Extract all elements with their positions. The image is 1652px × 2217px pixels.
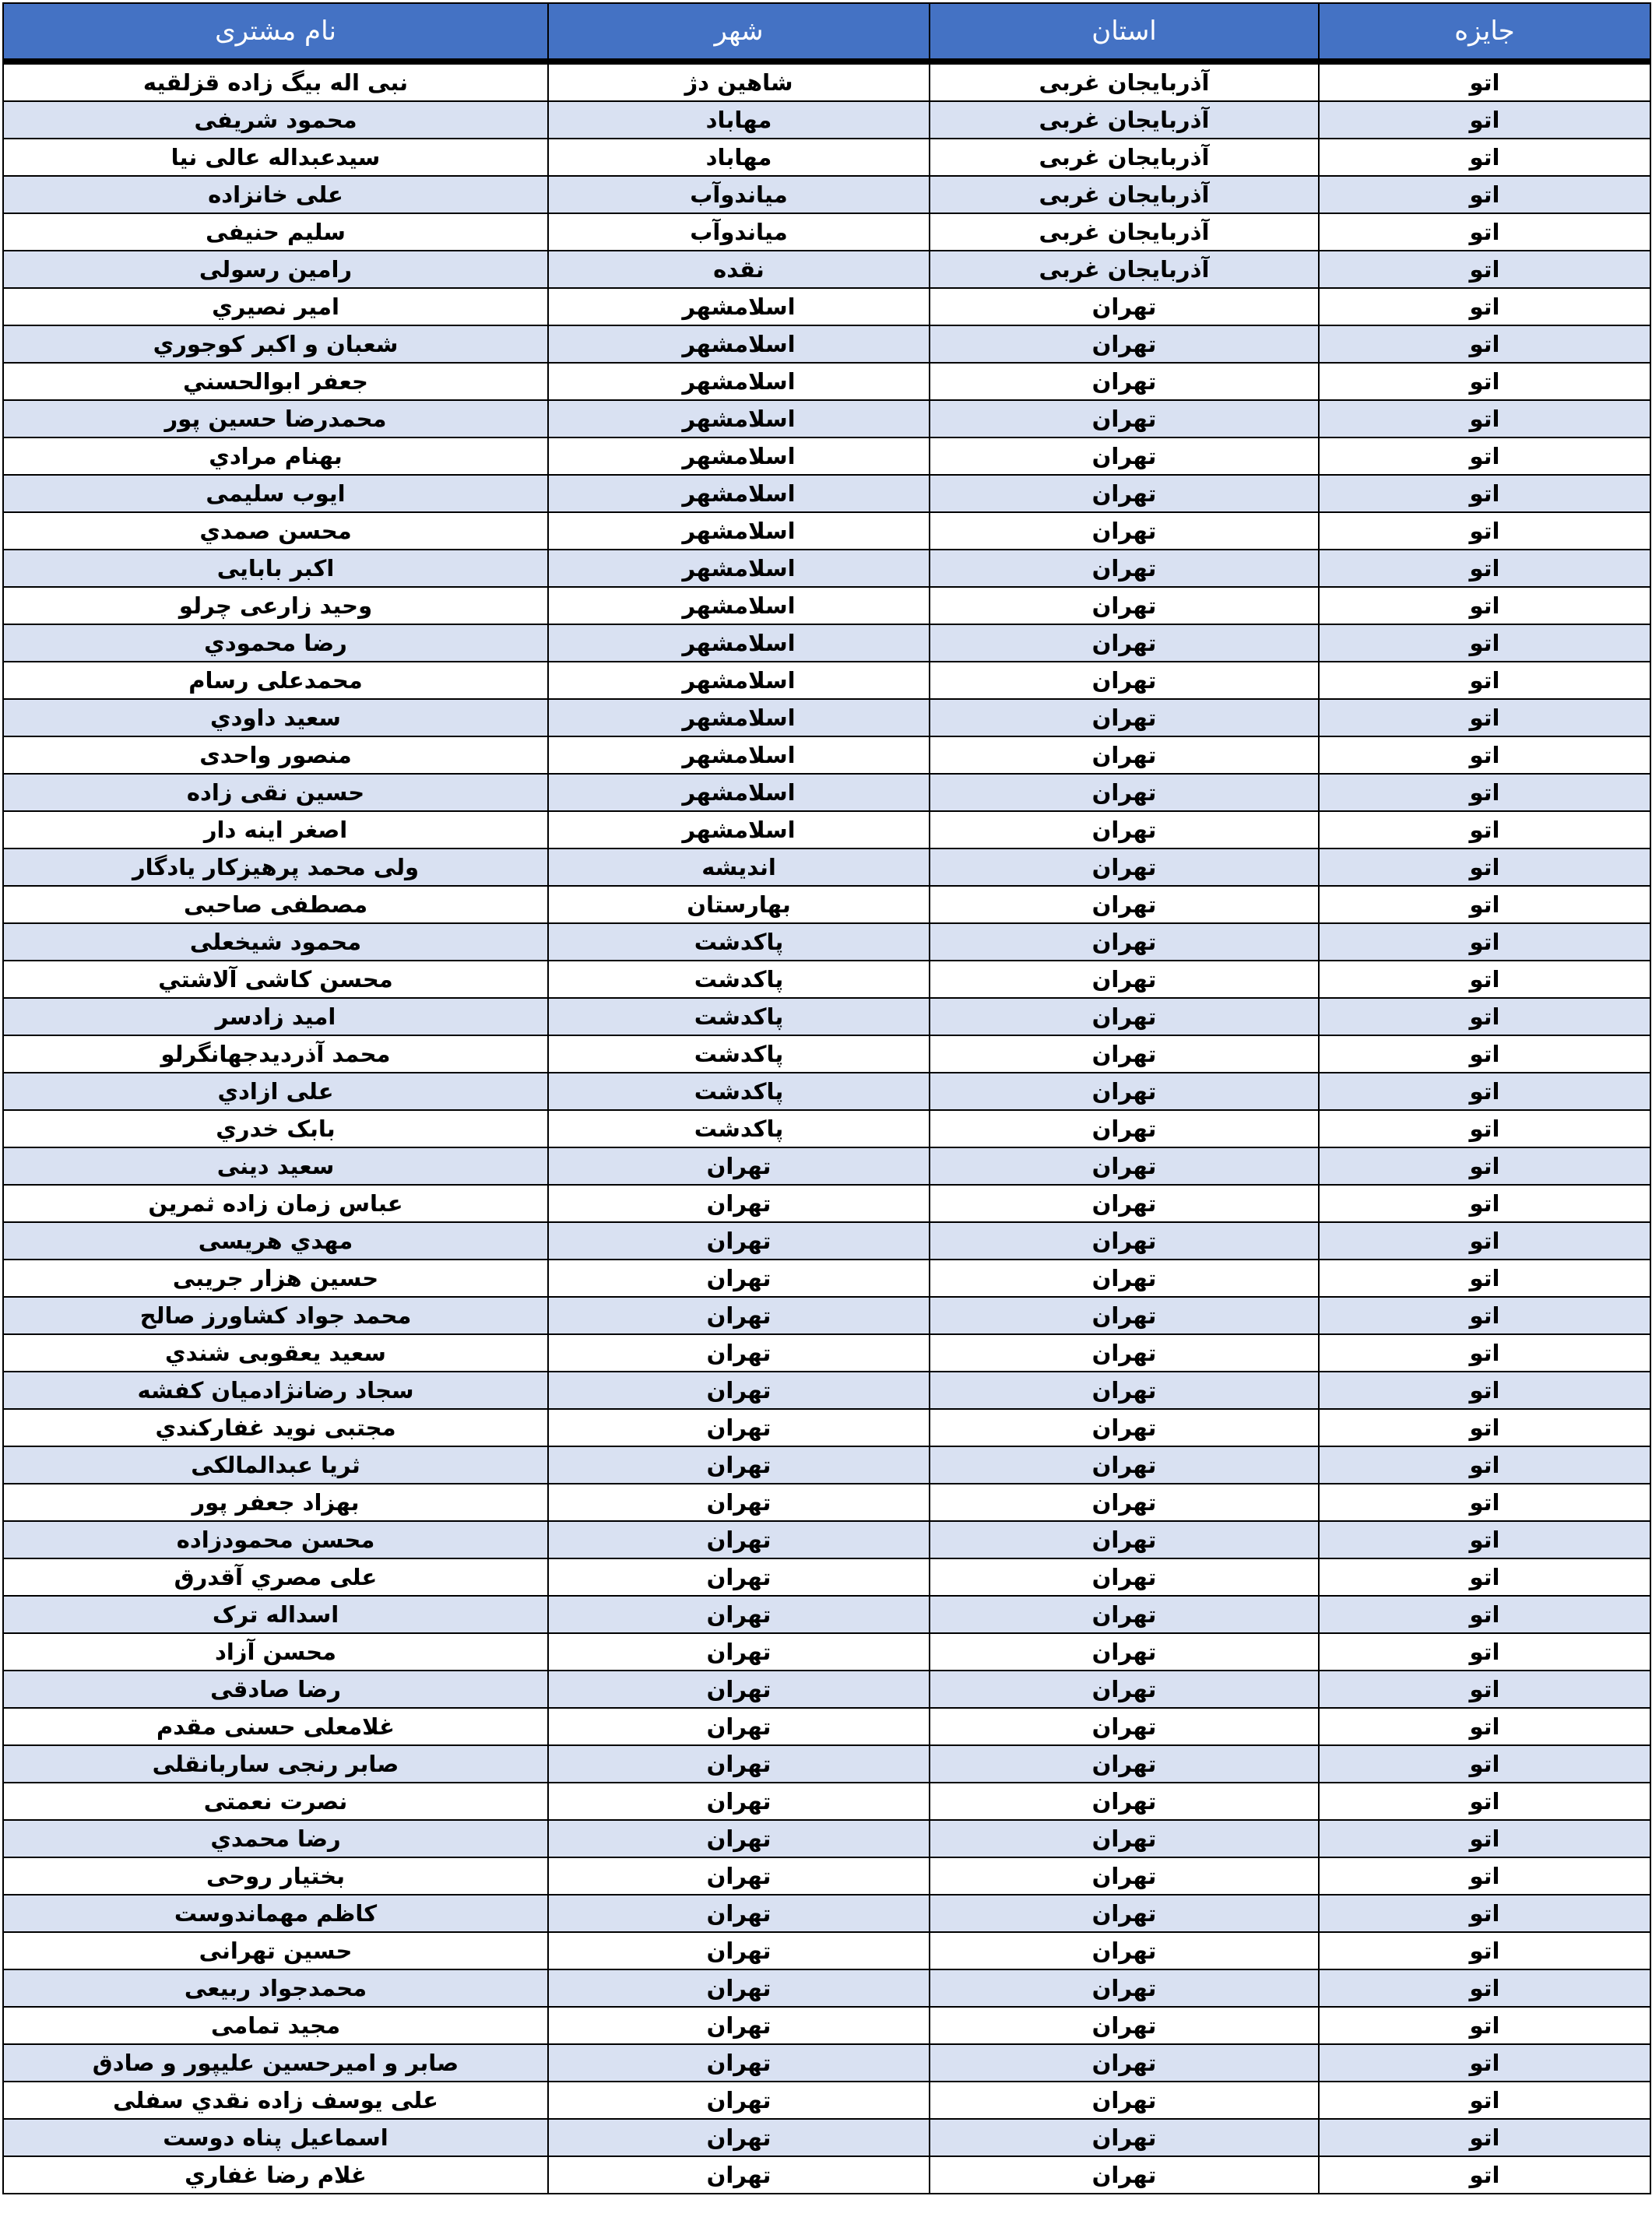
cell-city: تهران [548,1708,930,1745]
cell-city: تهران [548,2082,930,2119]
table-row [3,774,1650,811]
cell-prize: اتو [1319,1147,1650,1185]
table-row [3,1147,1650,1185]
cell-prize: اتو [1319,774,1650,811]
cell-city: پاکدشت [548,961,930,998]
cell-city: مهاباد [548,101,930,139]
table-row [3,1521,1650,1558]
cell-customer-name: امیر نصیري [3,288,548,325]
table-row [3,400,1650,437]
cell-province: تهران [930,886,1319,923]
cell-customer-name: محمود شیخعلی [3,923,548,961]
cell-province: تهران [930,1185,1319,1222]
cell-customer-name: بختیار روحی [3,1857,548,1895]
table-row [3,1260,1650,1297]
cell-province: تهران [930,1745,1319,1783]
table-row [3,886,1650,923]
cell-customer-name: غلامعلی حسنی مقدم [3,1708,548,1745]
table-row [3,849,1650,886]
cell-prize: اتو [1319,475,1650,512]
table-row [3,363,1650,400]
cell-city: تهران [548,1446,930,1484]
cell-prize: اتو [1319,961,1650,998]
cell-city: اسلامشهر [548,288,930,325]
cell-province: تهران [930,550,1319,587]
cell-prize: اتو [1319,1222,1650,1260]
table-row [3,176,1650,213]
cell-prize: اتو [1319,1633,1650,1671]
cell-city: تهران [548,1558,930,1596]
cell-province: تهران [930,400,1319,437]
table-row [3,1222,1650,1260]
table-row [3,213,1650,251]
table-row [3,1932,1650,1969]
cell-province: تهران [930,624,1319,662]
table-row [3,1558,1650,1596]
cell-city: پاکدشت [548,998,930,1035]
cell-city: اسلامشهر [548,437,930,475]
cell-province: تهران [930,1409,1319,1446]
cell-customer-name: مهدي هریسی [3,1222,548,1260]
cell-prize: اتو [1319,176,1650,213]
cell-prize: اتو [1319,61,1650,101]
cell-customer-name: کاظم مهماندوست [3,1895,548,1932]
cell-customer-name: اصغر اینه دار [3,811,548,849]
cell-prize: اتو [1319,325,1650,363]
cell-province: تهران [930,475,1319,512]
cell-prize: اتو [1319,998,1650,1035]
customer-table [2,2,1651,2194]
table-row [3,550,1650,587]
cell-city: تهران [548,1260,930,1297]
cell-customer-name: عباس زمان زاده ثمرین [3,1185,548,1222]
cell-prize: اتو [1319,923,1650,961]
cell-city: نقده [548,251,930,288]
table-row [3,325,1650,363]
table-row [3,1596,1650,1633]
cell-province: تهران [930,2082,1319,2119]
cell-province: تهران [930,1222,1319,1260]
cell-province: تهران [930,288,1319,325]
cell-prize: اتو [1319,699,1650,736]
cell-prize: اتو [1319,288,1650,325]
cell-prize: اتو [1319,662,1650,699]
cell-province: تهران [930,1334,1319,1372]
table-row [3,662,1650,699]
cell-customer-name: اسماعیل پناه دوست [3,2119,548,2156]
cell-city: تهران [548,1820,930,1857]
cell-customer-name: اکبر بابایی [3,550,548,587]
cell-city: تهران [548,1521,930,1558]
table-row [3,2007,1650,2044]
cell-prize: اتو [1319,811,1650,849]
cell-city: تهران [548,1297,930,1334]
cell-province: تهران [930,1558,1319,1596]
cell-customer-name: بهزاد جعفر پور [3,1484,548,1521]
table-row [3,437,1650,475]
cell-prize: اتو [1319,1558,1650,1596]
cell-customer-name: مجید تمامی [3,2007,548,2044]
cell-province: تهران [930,1596,1319,1633]
cell-customer-name: علی یوسف زاده نقدي سفلی [3,2082,548,2119]
cell-city: تهران [548,1745,930,1783]
cell-city: اسلامشهر [548,325,930,363]
table-row [3,998,1650,1035]
cell-prize: اتو [1319,1932,1650,1969]
cell-city: تهران [548,1222,930,1260]
cell-customer-name: غلام رضا غفاري [3,2156,548,2194]
table-row [3,1633,1650,1671]
cell-customer-name: محسن کاشی آلاشتي [3,961,548,998]
cell-customer-name: منصور واحدی [3,736,548,774]
cell-province: تهران [930,811,1319,849]
cell-city: پاکدشت [548,1035,930,1073]
cell-prize: اتو [1319,2007,1650,2044]
table-row [3,1372,1650,1409]
table-row [3,2044,1650,2082]
table-row [3,1297,1650,1334]
cell-city: اسلامشهر [548,736,930,774]
cell-customer-name: رامین رسولی [3,251,548,288]
cell-province: تهران [930,736,1319,774]
cell-province: آذربایجان غربی [930,101,1319,139]
cell-prize: اتو [1319,2119,1650,2156]
cell-prize: اتو [1319,251,1650,288]
table-row [3,1446,1650,1484]
cell-customer-name: ایوب سلیمی [3,475,548,512]
cell-province: تهران [930,2044,1319,2082]
cell-customer-name: محسن آزاد [3,1633,548,1671]
cell-province: تهران [930,998,1319,1035]
cell-province: تهران [930,1260,1319,1297]
cell-province: آذربایجان غربی [930,139,1319,176]
cell-city: پاکدشت [548,1073,930,1110]
table-row [3,1671,1650,1708]
cell-prize: اتو [1319,1110,1650,1147]
cell-prize: اتو [1319,587,1650,624]
cell-city: اسلامشهر [548,587,930,624]
cell-prize: اتو [1319,363,1650,400]
cell-city: اسلامشهر [548,774,930,811]
cell-city: میاندوآب [548,213,930,251]
cell-customer-name: رضا محمودي [3,624,548,662]
table-row [3,139,1650,176]
cell-prize: اتو [1319,437,1650,475]
cell-customer-name: نصرت نعمتی [3,1783,548,1820]
table-row [3,699,1650,736]
table-body [3,61,1650,2194]
table-row [3,61,1650,101]
cell-province: تهران [930,1820,1319,1857]
cell-customer-name: سجاد رضانژادمیان کفشه [3,1372,548,1409]
cell-customer-name: علی مصري آقدرق [3,1558,548,1596]
cell-prize: اتو [1319,1596,1650,1633]
cell-province: تهران [930,1372,1319,1409]
cell-prize: اتو [1319,736,1650,774]
cell-province: تهران [930,587,1319,624]
cell-city: تهران [548,2007,930,2044]
cell-prize: اتو [1319,1185,1650,1222]
cell-prize: اتو [1319,1409,1650,1446]
cell-customer-name: وحید زارعی چرلو [3,587,548,624]
cell-prize: اتو [1319,1857,1650,1895]
table-row [3,288,1650,325]
cell-city: تهران [548,1633,930,1671]
cell-province: تهران [930,2119,1319,2156]
cell-customer-name: محمود شریفی [3,101,548,139]
cell-province: تهران [930,2156,1319,2194]
table-row [3,2082,1650,2119]
cell-prize: اتو [1319,1035,1650,1073]
cell-prize: اتو [1319,1484,1650,1521]
table-row [3,961,1650,998]
cell-prize: اتو [1319,886,1650,923]
cell-city: تهران [548,1783,930,1820]
cell-prize: اتو [1319,1260,1650,1297]
cell-prize: اتو [1319,139,1650,176]
cell-prize: اتو [1319,213,1650,251]
cell-city: پاکدشت [548,923,930,961]
table-row [3,1708,1650,1745]
table-header [3,3,1650,61]
cell-city: بهارستان [548,886,930,923]
table-row [3,475,1650,512]
cell-customer-name: حسین تهرانی [3,1932,548,1969]
cell-city: تهران [548,1147,930,1185]
cell-province: تهران [930,849,1319,886]
cell-province: آذربایجان غربی [930,176,1319,213]
cell-city: تهران [548,1671,930,1708]
cell-customer-name: بهنام مرادي [3,437,548,475]
table-row [3,2156,1650,2194]
cell-city: تهران [548,2044,930,2082]
cell-province: تهران [930,437,1319,475]
cell-customer-name: رضا صادقی [3,1671,548,1708]
table-row [3,1110,1650,1147]
cell-city: اسلامشهر [548,699,930,736]
cell-city: تهران [548,1409,930,1446]
cell-province: تهران [930,1969,1319,2007]
cell-city: پاکدشت [548,1110,930,1147]
cell-province: تهران [930,1521,1319,1558]
cell-city: اسلامشهر [548,400,930,437]
cell-city: تهران [548,1895,930,1932]
cell-city: تهران [548,1596,930,1633]
cell-customer-name: علی ازادي [3,1073,548,1110]
cell-customer-name: محسن محمودزاده [3,1521,548,1558]
table-row [3,1783,1650,1820]
cell-province: تهران [930,1783,1319,1820]
table-row [3,1745,1650,1783]
cell-prize: اتو [1319,1372,1650,1409]
cell-province: تهران [930,961,1319,998]
header-city: شهر [548,3,930,61]
cell-customer-name: صابر رنجی ساربانقلی [3,1745,548,1783]
cell-city: تهران [548,1484,930,1521]
cell-customer-name: سعید دینی [3,1147,548,1185]
cell-prize: اتو [1319,1708,1650,1745]
cell-customer-name: شعبان و اکبر کوجوري [3,325,548,363]
table-row [3,1409,1650,1446]
cell-province: تهران [930,1671,1319,1708]
cell-province: تهران [930,2007,1319,2044]
table-row [3,251,1650,288]
cell-prize: اتو [1319,1783,1650,1820]
table-row [3,1895,1650,1932]
cell-prize: اتو [1319,2082,1650,2119]
table-row [3,1035,1650,1073]
cell-prize: اتو [1319,1820,1650,1857]
table-row [3,587,1650,624]
cell-city: اسلامشهر [548,662,930,699]
cell-province: تهران [930,923,1319,961]
cell-city: تهران [548,2119,930,2156]
table-row [3,1185,1650,1222]
cell-province: تهران [930,325,1319,363]
cell-customer-name: ولی محمد پرهیزکار یادگار [3,849,548,886]
table-row [3,1334,1650,1372]
cell-customer-name: حسین هزار جریبی [3,1260,548,1297]
cell-city: شاهین دژ [548,61,930,101]
cell-customer-name: سلیم حنیفی [3,213,548,251]
cell-customer-name: محمدرضا حسین پور [3,400,548,437]
cell-customer-name: محمدجواد ربیعی [3,1969,548,2007]
cell-province: تهران [930,512,1319,550]
cell-city: میاندوآب [548,176,930,213]
cell-customer-name: ثریا عبدالمالکی [3,1446,548,1484]
table-row [3,101,1650,139]
cell-city: اسلامشهر [548,811,930,849]
cell-province: تهران [930,1147,1319,1185]
cell-province: آذربایجان غربی [930,213,1319,251]
cell-prize: اتو [1319,849,1650,886]
cell-prize: اتو [1319,512,1650,550]
cell-customer-name: محسن صمدي [3,512,548,550]
cell-city: تهران [548,1185,930,1222]
cell-customer-name: محمد جواد کشاورز صالح [3,1297,548,1334]
table-row [3,811,1650,849]
cell-prize: اتو [1319,624,1650,662]
cell-province: تهران [930,363,1319,400]
cell-province: تهران [930,1633,1319,1671]
cell-customer-name: علی خانزاده [3,176,548,213]
cell-prize: اتو [1319,1895,1650,1932]
cell-prize: اتو [1319,1745,1650,1783]
cell-city: تهران [548,1932,930,1969]
cell-customer-name: محمد آذردیدجهانگرلو [3,1035,548,1073]
cell-province: تهران [930,662,1319,699]
cell-prize: اتو [1319,101,1650,139]
table-row [3,1073,1650,1110]
cell-customer-name: نبی اله بیگ زاده قزلقیه [3,61,548,101]
cell-city: اسلامشهر [548,550,930,587]
cell-city: تهران [548,1969,930,2007]
cell-city: اسلامشهر [548,624,930,662]
cell-customer-name: حسین نقی زاده [3,774,548,811]
header-customer-name: نام مشتری [3,3,548,61]
cell-province: تهران [930,1484,1319,1521]
cell-prize: اتو [1319,1297,1650,1334]
table-row [3,1969,1650,2007]
cell-customer-name: سعید یعقوبی شندي [3,1334,548,1372]
header-prize: جایزه [1319,3,1650,61]
table-row [3,1484,1650,1521]
table-row [3,923,1650,961]
cell-prize: اتو [1319,1334,1650,1372]
cell-customer-name: مجتبی نوید غفارکندي [3,1409,548,1446]
cell-province: تهران [930,774,1319,811]
cell-customer-name: رضا محمدي [3,1820,548,1857]
cell-customer-name: مصطفی صاحبی [3,886,548,923]
cell-province: تهران [930,1895,1319,1932]
cell-city: تهران [548,1334,930,1372]
cell-city: تهران [548,1857,930,1895]
cell-prize: اتو [1319,400,1650,437]
cell-prize: اتو [1319,2044,1650,2082]
cell-prize: اتو [1319,2156,1650,2194]
header-row [3,3,1650,61]
cell-province: آذربایجان غربی [930,61,1319,101]
cell-prize: اتو [1319,1671,1650,1708]
cell-city: تهران [548,2156,930,2194]
cell-prize: اتو [1319,1446,1650,1484]
cell-prize: اتو [1319,1521,1650,1558]
cell-customer-name: سیدعبداله عالی نیا [3,139,548,176]
cell-province: تهران [930,1932,1319,1969]
cell-customer-name: جعفر ابوالحسني [3,363,548,400]
cell-city: اسلامشهر [548,475,930,512]
cell-city: تهران [548,1372,930,1409]
cell-prize: اتو [1319,1073,1650,1110]
cell-city: مهاباد [548,139,930,176]
cell-province: تهران [930,1073,1319,1110]
cell-customer-name: امید زادسر [3,998,548,1035]
cell-customer-name: سعید داودي [3,699,548,736]
cell-province: تهران [930,1857,1319,1895]
table-row [3,2119,1650,2156]
cell-province: تهران [930,1297,1319,1334]
cell-customer-name: بابک خدري [3,1110,548,1147]
header-province: استان [930,3,1319,61]
cell-customer-name: صابر و امیرحسین علیپور و صادق [3,2044,548,2082]
cell-province: تهران [930,1708,1319,1745]
cell-province: آذربایجان غربی [930,251,1319,288]
table-row [3,1820,1650,1857]
cell-city: اسلامشهر [548,512,930,550]
cell-province: تهران [930,1035,1319,1073]
table-row [3,624,1650,662]
cell-city: اندیشه [548,849,930,886]
table-row [3,512,1650,550]
table-row [3,736,1650,774]
cell-city: اسلامشهر [548,363,930,400]
cell-province: تهران [930,1446,1319,1484]
cell-province: تهران [930,1110,1319,1147]
cell-customer-name: محمدعلی رسام [3,662,548,699]
cell-province: تهران [930,699,1319,736]
table-row [3,1857,1650,1895]
cell-customer-name: اسداله ترک [3,1596,548,1633]
cell-prize: اتو [1319,550,1650,587]
cell-prize: اتو [1319,1969,1650,2007]
